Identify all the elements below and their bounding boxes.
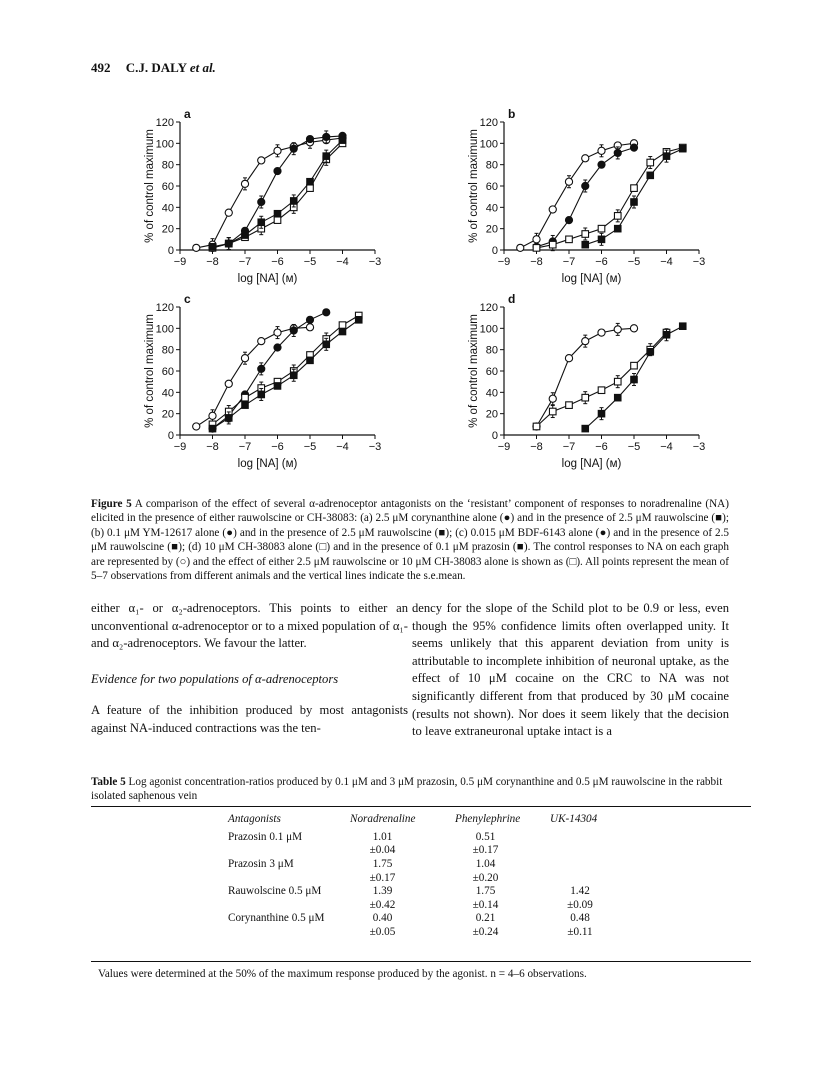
data-point-open-square [631,362,638,369]
x-tick-label: −9 [173,256,187,268]
data-point-open-circle [241,180,248,187]
data-point-open-circle [565,355,572,362]
data-point-filled-square [242,232,249,239]
table-cell [228,925,350,939]
col-header: UK-14304 [550,813,598,825]
data-point-open-square [307,185,314,192]
table-cell: 1.42 [570,885,590,898]
data-point-filled-circle [258,365,265,372]
data-point-filled-square [290,372,297,379]
table-caption [91,775,751,803]
x-tick-label: −8 [206,256,219,268]
y-tick-label: 20 [485,223,498,236]
panel-letter: a [184,107,191,121]
x-tick-label: −9 [497,256,511,268]
y-tick-label: 40 [161,387,174,400]
x-tick-label: −5 [303,441,317,453]
data-point-filled-square [290,198,297,205]
table-cell: ±0.24 [472,925,499,938]
table-cell: 0.40 [372,912,393,925]
data-point-open-square [566,402,573,409]
paragraph: either α₁- or α₂-adrenoceptors. This points to either an unconventional α-adrenoceptor or to a mixed population of α₁- and α₂-adrenoceptors. We favour the latter. [91,601,408,651]
data-point-filled-square [679,145,686,152]
table-row [228,884,610,898]
chart-panel-a [140,107,390,290]
table-row [228,912,610,926]
data-point-filled-square [582,425,589,432]
x-tick-label: −4 [336,441,349,453]
y-tick-label: 120 [155,302,174,314]
data-point-open-square [582,394,589,401]
table-cell: 1.01 [372,830,393,843]
data-point-filled-square [274,210,281,217]
data-point-open-circle [630,325,637,332]
y-tick-label: 40 [485,202,498,215]
panel-letter: d [508,292,516,306]
data-point-filled-circle [323,309,330,316]
data-point-filled-square [323,341,330,348]
table-cell: ±0.14 [472,898,499,911]
x-axis-label: log [NA] (м) [237,273,298,285]
x-tick-label: −7 [238,256,252,268]
data-point-open-square [549,241,556,248]
y-tick-label: 120 [479,302,498,314]
table-row [228,925,610,939]
data-point-filled-square [598,410,605,417]
x-tick-label: −3 [692,256,706,268]
data-point-open-circle [274,147,281,154]
table-cell [228,898,350,912]
x-tick-label: −5 [627,441,641,453]
figure-caption [91,497,729,583]
y-tick-label: 0 [167,245,174,257]
x-tick-label: −6 [271,256,284,268]
data-point-open-square [339,322,346,329]
x-tick-label: −7 [562,256,576,268]
data-point-open-square [647,159,654,166]
data-point-open-circle [258,338,265,345]
page-number: 492 [91,60,111,75]
table-cell [550,871,610,885]
x-tick-label: −7 [562,441,576,453]
y-tick-label: 0 [491,245,498,257]
data-point-filled-square [209,244,216,251]
x-tick-label: −5 [303,256,317,268]
data-point-filled-square [679,323,686,330]
et-al: et al. [189,60,216,75]
table-label: Table 5 [91,776,126,788]
data-point-filled-square [258,391,265,398]
y-tick-label: 0 [167,430,174,442]
data-point-open-square [614,378,621,385]
table-caption-text: Log agonist concentration-ratios produced by 0.1 μM and 3 μM prazosin, 0.5 μM corynanthine and 0.5 μM rauwolscine in the rabbit isolated saphenous vein [91,776,723,802]
table-row [228,871,610,885]
data-point-open-square [598,225,605,232]
table-rule-bottom [91,961,751,962]
data-point-open-circle [565,178,572,185]
y-axis-label: % of control maximum [144,314,156,428]
y-axis-label: % of control maximum [468,129,480,243]
data-point-filled-circle [306,135,313,142]
table-rule-top [91,806,751,807]
data-point-filled-square [663,153,670,160]
data-point-filled-circle [565,217,572,224]
table-cell: 1.75 [475,885,496,898]
y-tick-label: 100 [479,323,498,336]
series-line [196,138,342,248]
data-point-filled-square [242,402,249,409]
data-point-filled-square [339,137,346,144]
body-column-right [412,600,729,741]
data-point-open-circle [614,326,621,333]
data-point-open-circle [193,423,200,430]
x-tick-label: −9 [497,441,511,453]
table-cell: 0.51 [475,830,496,843]
data-point-open-square [582,231,589,238]
x-tick-label: −8 [530,256,543,268]
data-point-filled-square [631,376,638,383]
data-point-filled-square [631,199,638,206]
data-point-open-circle [582,155,589,162]
y-tick-label: 100 [479,138,498,151]
data-point-open-circle [258,157,265,164]
x-tick-label: −3 [368,256,382,268]
x-tick-label: −6 [595,256,608,268]
table-row [228,830,610,844]
chart-panel-d [464,292,714,475]
table-5 [228,808,610,939]
table-cell: ±0.20 [472,871,499,884]
data-point-filled-square [582,241,589,248]
table-cell [550,844,610,858]
x-tick-label: −3 [692,441,706,453]
data-point-filled-circle [274,344,281,351]
data-point-filled-square [355,317,362,324]
table-cell: ±0.05 [369,925,396,938]
x-tick-label: −4 [660,441,673,453]
x-tick-label: −4 [336,256,349,268]
data-point-filled-square [307,178,314,185]
data-point-filled-circle [258,198,265,205]
data-point-filled-square [647,349,654,356]
table-cell: Rauwolscine 0.5 μM [228,885,322,898]
col-header: Noradrenaline [350,813,416,825]
y-tick-label: 100 [155,138,174,151]
panel-letter: b [508,107,516,121]
y-tick-label: 80 [485,344,498,357]
paragraph: dency for the slope of the Schild plot to be 0.9 or less, even though the 95% confidence limits often overlapped unity. It seems unlikely that this apparent deviation from unity is attributable to incomplete inhibition of neuronal uptake, as the effect of 10 μM cocaine on the CRC to NA was not significantly different from that produced by 30 μM cocaine (results not shown). Nor does it seem likely that the decision to leave extraneuronal uptake intact is a [412,601,729,739]
table-row [228,898,610,912]
data-point-open-square [533,245,540,252]
x-tick-label: −8 [206,441,219,453]
data-point-filled-square [274,383,281,390]
x-axis-label: log [NA] (м) [561,458,622,470]
table-cell: Prazosin 3 μM [228,857,294,870]
data-point-filled-square [225,240,232,247]
y-tick-label: 60 [485,181,498,193]
y-axis-label: % of control maximum [468,314,480,428]
data-point-open-square [242,394,249,401]
paragraph: A feature of the inhibition produced by most antagonists against NA-induced contractions was the ten- [91,703,408,735]
data-point-filled-square [258,219,265,226]
data-point-filled-circle [614,149,621,156]
authors: C.J. DALY [125,60,187,75]
data-point-filled-circle [290,327,297,334]
table-cell: ±0.17 [472,844,499,857]
x-tick-label: −6 [595,441,608,453]
y-tick-label: 40 [485,387,498,400]
section-heading: Evidence for two populations of α-adrenoceptors [91,671,339,686]
y-tick-label: 20 [161,408,174,421]
running-header [91,60,216,76]
x-tick-label: −8 [530,441,543,453]
data-point-open-circle [533,236,540,243]
table-cell: ±0.09 [567,898,593,911]
figure-caption-text: A comparison of the effect of several α-adrenoceptor antagonists on the ‘resistant’ component of responses to noradrenaline (NA) elicited in the presence of either rauwolscine or CH-38083: (a) 2.5 μM corynanthine alone (●) and in the presence of 2.5 μM rauwolscine (■); (b) 0.1 μM YM-12617 alone (●) and in the presence of 2.5 μM rauwolscine (■); (c) 0.015 μM BDF-6143 alone (●) and in the presence of 2.5 μM rauwolscine (■); (d) 10 μM CH-38083 alone (□) and in the presence of 0.1 μM prazosin (■). The control responses to NA on each graph are represented by (○) and the effect of either 2.5 μM rauwolscine or 10 μM CH-38083 alone is shown as (□). All points represent the mean of 5–7 observations from different animals and the vertical lines indicate the s.e.mean. [91,498,729,583]
data-point-filled-square [614,225,621,232]
table-note: Values were determined at the 50% of the maximum response produced by the agonist. n = 4–6 observations. [98,968,587,980]
data-point-open-square [274,217,281,224]
data-point-filled-square [663,331,670,338]
y-tick-label: 20 [161,223,174,236]
data-point-open-square [598,387,605,394]
table-cell [228,871,350,885]
data-point-filled-circle [630,144,637,151]
data-point-filled-square [209,425,216,432]
x-axis-label: log [NA] (м) [561,273,622,285]
y-tick-label: 80 [485,159,498,172]
table-cell: 1.39 [372,885,393,898]
x-tick-label: −9 [173,441,187,453]
y-axis-label: % of control maximum [144,129,156,243]
data-point-open-square [631,185,638,192]
y-tick-label: 60 [161,366,174,378]
data-point-open-square [566,236,573,243]
data-point-filled-square [307,357,314,364]
table-cell: ±0.42 [369,898,396,911]
table-cell: 0.21 [475,912,496,925]
y-tick-label: 120 [155,117,174,129]
data-point-open-circle [517,244,524,251]
x-tick-label: −3 [368,441,382,453]
data-point-filled-square [339,328,346,335]
data-point-filled-circle [582,182,589,189]
table-cell: ±0.04 [369,844,396,857]
table-cell [228,844,350,858]
y-tick-label: 120 [479,117,498,129]
data-point-open-circle [193,244,200,251]
table-cell: 1.04 [475,857,496,870]
table-cell: ±0.11 [567,925,593,938]
table-cell: Corynanthine 0.5 μM [228,912,325,925]
col-header: Phenylephrine [455,813,521,825]
data-point-filled-circle [598,161,605,168]
y-tick-label: 40 [161,202,174,215]
data-point-filled-square [647,172,654,179]
y-tick-label: 60 [485,366,498,378]
data-point-open-circle [582,338,589,345]
figure-label: Figure 5 [91,498,132,510]
data-point-filled-square [225,415,232,422]
data-point-filled-square [614,394,621,401]
data-point-open-circle [209,412,216,419]
data-point-open-square [549,408,556,415]
x-tick-label: −7 [238,441,252,453]
data-point-filled-circle [323,133,330,140]
panel-letter: c [184,292,191,306]
x-tick-label: −6 [271,441,284,453]
y-tick-label: 20 [485,408,498,421]
data-point-open-square [533,423,540,430]
x-axis-label: log [NA] (м) [237,458,298,470]
y-tick-label: 0 [491,430,498,442]
data-point-filled-square [598,236,605,243]
data-point-open-square [614,213,621,220]
table-cell: Prazosin 0.1 μM [228,830,303,843]
body-column-left [91,600,408,738]
table-cell: 1.75 [372,857,393,870]
chart-panel-b [464,107,714,290]
data-point-open-circle [549,206,556,213]
data-point-open-circle [274,329,281,336]
data-point-filled-circle [274,167,281,174]
table-row [228,844,610,858]
table-row [228,857,610,871]
y-tick-label: 60 [161,181,174,193]
y-tick-label: 80 [161,344,174,357]
y-tick-label: 80 [161,159,174,172]
y-tick-label: 100 [155,323,174,336]
col-header: Antagonists [228,813,281,825]
table-header-row [228,808,610,830]
data-point-open-circle [225,209,232,216]
x-tick-label: −4 [660,256,673,268]
data-point-filled-circle [306,316,313,323]
table-cell [550,857,610,871]
data-point-open-circle [549,395,556,402]
data-point-open-circle [225,380,232,387]
data-point-open-circle [306,324,313,331]
data-point-filled-square [323,153,330,160]
data-point-open-circle [241,355,248,362]
table-cell: 0.48 [570,912,590,925]
table-cell: ±0.17 [369,871,396,884]
x-tick-label: −5 [627,256,641,268]
data-point-open-circle [598,147,605,154]
data-point-filled-circle [290,145,297,152]
chart-panel-c [140,292,390,475]
table-cell [550,830,610,844]
data-point-open-circle [598,329,605,336]
